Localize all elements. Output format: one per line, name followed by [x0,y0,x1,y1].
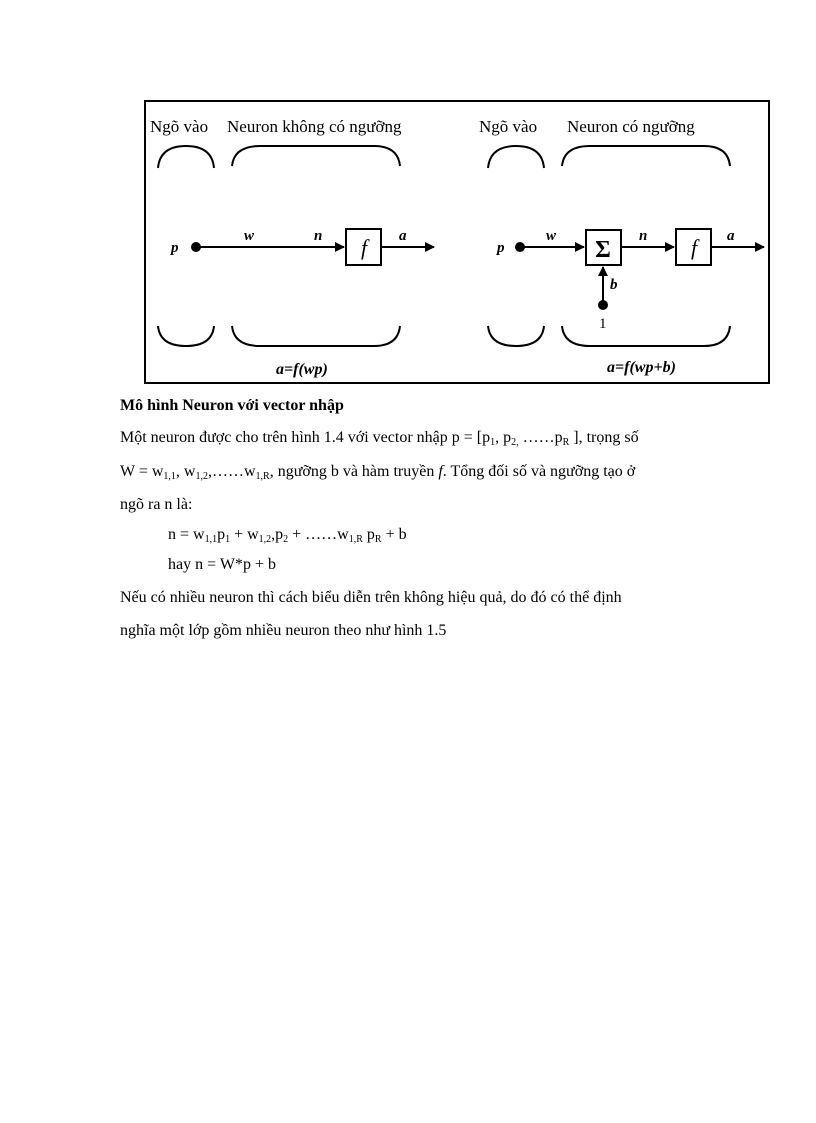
bias-one-label: 1 [599,316,607,332]
left-f-label: f [360,235,368,260]
paragraph-line: $W = w_{1,1}$, $w_{1,2},\dots\dots w_{1,R}$, ngưỡng b và hàm truyền f. Tổng đối số và ngưỡng tạo ở [120,463,636,482]
paragraph-line: Một neuron được cho trên hình 1.4 với vector nhập $p = [p_1$, $p_{2,}$ $\dots\dots p_R$ ], trọng số [120,429,639,448]
left-input-label: Ngõ vào [150,117,209,136]
bias-dot [598,300,608,310]
equation-line: $n = w_{1,1}p_1 + w_{1,2},p_2$ + $\dots\dots w_{1,R}$ $p_R + b$ [168,526,407,545]
left-a-label: a [399,228,407,244]
section-heading: Mô hình Neuron với vector nhập [120,397,344,414]
right-equation: a=f(wp+b) [607,359,676,376]
left-equation: a=f(wp) [276,361,328,378]
left-neuron-label: Neuron không có ngưỡng [227,117,402,136]
right-w-label: w [546,228,557,244]
right-neuron-label: Neuron có ngưỡng [567,117,695,136]
left-w-label: w [244,228,255,244]
right-f-label: f [690,235,698,260]
neuron-figure [0,0,816,400]
paragraph-line: ngõ ra n là: [120,496,193,513]
right-p-label: p [497,240,505,256]
left-n-label: n [314,228,323,244]
right-input-label: Ngõ vào [479,117,538,136]
paragraph-line: nghĩa một lớp gồm nhiều neuron theo như hình 1.5 [120,622,447,639]
paragraph-line: Nếu có nhiều neuron thì cách biểu diễn trên không hiệu quả, do đó có thể định [120,589,622,606]
right-a-label: a [727,228,735,244]
equation-line: hay n = W*p + b [168,556,276,573]
bias-b-label: b [610,277,618,293]
left-p-label: p [171,240,179,256]
right-n-label: n [639,228,648,244]
sum-symbol: Σ [595,237,611,263]
